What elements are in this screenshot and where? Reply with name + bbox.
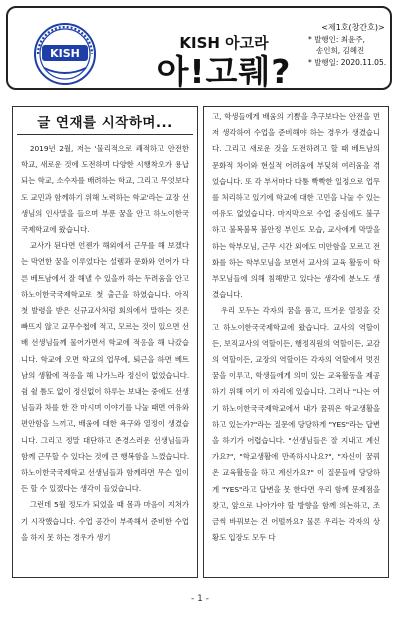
paragraph: 2019년 2월, 저는 '물리적으로 쾌적하고 안전한 학교, 새로운 것에 도전하며 다양한 시행착오가 용납되는 학교, 소수자를 배려하는 학교, 그리고 무엇보다도 교민과 함께하기 위해 노력하는 학교'라는 교장 선생님의 인사말을 들으며 부푼 꿈을 안고 하노이한국국제학교에 왔습니다. bbox=[21, 144, 189, 235]
issue-metadata bbox=[308, 22, 398, 68]
newsletter-subtitle: KISH 아고라 bbox=[179, 34, 269, 52]
article-title: 글 연재를 시작하며... bbox=[37, 115, 173, 131]
publisher-line: * 발행인: 최윤주, bbox=[308, 34, 365, 44]
title-divider bbox=[17, 134, 193, 135]
page-number: - 1 - bbox=[191, 594, 209, 604]
paragraph: 그런데 5월 정도가 되었을 때 몸과 마음이 지쳐가기 시작했습니다. 수업 공간이 부족해서 준비한 수업을 하지 못 하는 경우가 생기 bbox=[21, 500, 189, 542]
logo-text: KISH bbox=[50, 47, 80, 60]
paragraph: 고, 학생들에게 배움의 기쁨을 추구보다는 안전을 먼저 생각하여 수업을 준비해야 하는 경우가 생겼습니다. 그리고 새로운 것을 도전하려고 할 때 베트남의 문화적 차이와 현실적 어려움에 부딪혀 여러움을 겪었습니다. 또 각 부서마다 다툼 빡빡한 일정으로 업무를 처리하고 있기에 학교에 대한 고민을 나눌 수 있는 여유도 없었습니다. 마지막으로 수업 중심에도 불구하고 불복불복 불안정 부인도 모습, 교사에게 막말을 하는 학부모님, 근무 시간 외에도 미안함을 모르고 전화를 하는 학부모님을 보면서 교사의 교육 활동이 학부모님들에 의해 침해받고 있다는 생각에 분노도 생겼습니다. bbox=[212, 112, 380, 300]
issue-label: <제1호(창간호)> bbox=[321, 23, 385, 32]
publisher-line-2: 송인희, 김혜진 bbox=[316, 46, 365, 55]
left-column bbox=[12, 106, 198, 578]
paragraph: 교사가 된다면 언젠가 해외에서 근무를 해 보겠다는 막연한 꿈을 이루었다는 설렘과 문화와 언어가 다른 베트남에서 잘 해낼 수 있을까 하는 두려움을 안고 하노이한국국제학교로 첫 출근을 하였습니다. 아직 첫 발령을 받은 신규교사처럼 회의에서 말하는 것은 빠뜨지 않고 교무수첩에 적고, 모르는 것이 있으면 선배 선생님들께 물어가면서 학교에 적응을 해 나갔습니다. 학교에 오면 학교의 업무에, 퇴근을 하면 베트남의 생활에 적응을 해 나가느라 정신이 없었습니다. 쉼 쉴 틈도 없이 정신없이 하루는 보내는 중에도 선생님들과 차를 한 잔 마시며 이야기를 나눌 때면 여유와 편안함을 느끼고, 배움에 대한 욕구와 열정이 생겼습니다. 그리고 정말 대단하고 존경스러운 선생님들과 함께 근무할 수 있다는 것에 큰 행복함을 느꼈습니다. 하노이한국국제학교 선생님들과 함께라면 무슨 일이든 할 수 있겠다는 생각이 들었습니다. bbox=[21, 241, 189, 494]
left-column-text bbox=[21, 141, 189, 546]
newsletter-title: 아!고뤠? bbox=[156, 52, 292, 91]
paragraph: 우리 모두는 각자의 꿈을 품고, 뜨거운 열정을 갖고 하노이한국국제학교에 왔습니다. 교사의 역할이든, 보직교사의 역할이든, 행정직원의 역할이든, 교감의 역할이든, 교장의 역할이든 각자의 역할에서 멋진 꿈을 이루고, 학생들에게 의미 있는 교육활동을 제공하기 위해 여기 이 자리에 있습니다. 그러나 "나는 여기 하노이한국국제학교에서 내가 꿈꿔온 학교생활을 하고 있는가?"라는 질문에 당당하게 "YES"라는 답변을 하기가 어렵습니다. "선생님들은 잘 지내고 계신가요?", "학교생활에 만족하시나요?", "자신이 꿈꿔온 교육활동을 하고 계신가요?" 이 질문들에 당당하게 "YES"라고 답변을 못 한다면 우리 함께 문제점을 찾고, 앞으로 나아가야 할 방향을 함께 의논하고, 조금씩 바꿔보는 건 어떨까요? 물론 우리는 각자의 상황도 입장도 모두 다 bbox=[212, 306, 380, 543]
right-column-text bbox=[212, 109, 380, 546]
publish-date: * 발행일: 2020.11.05. bbox=[308, 57, 387, 67]
school-logo-emblem bbox=[22, 22, 108, 86]
newsletter-header bbox=[6, 6, 392, 90]
right-column bbox=[203, 106, 389, 578]
